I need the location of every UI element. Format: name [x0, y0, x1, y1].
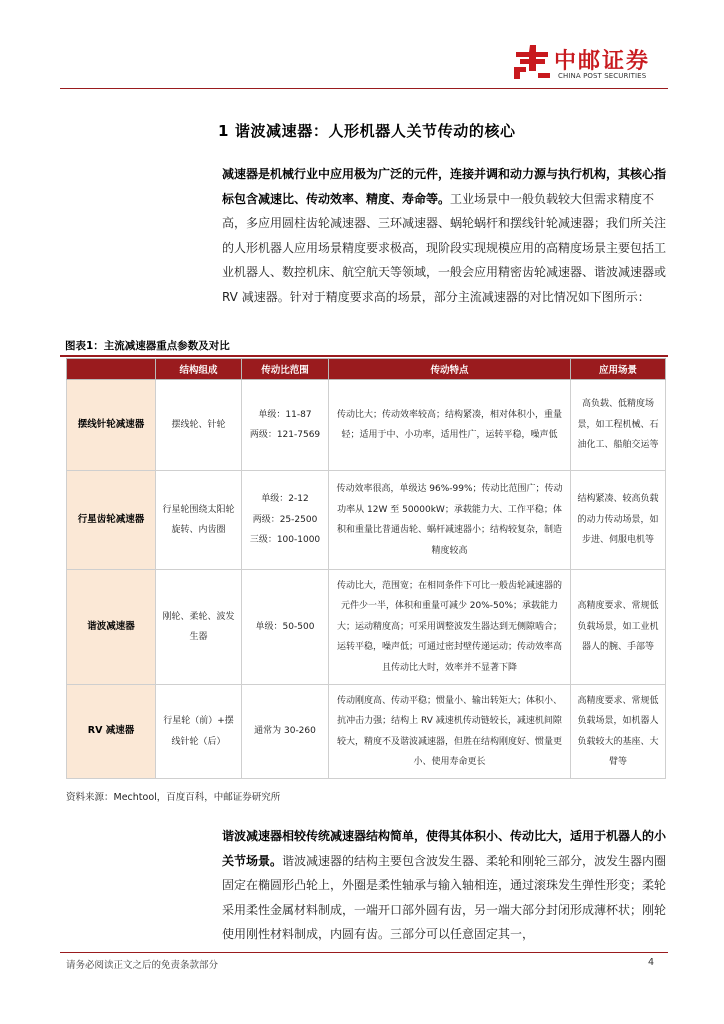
reducer-name-cell: 摆线针轮减速器: [67, 380, 156, 471]
table-header-cell: 结构组成: [156, 359, 242, 380]
structure-cell: 行星轮（前）+摆线针轮（后）: [156, 685, 242, 779]
reducer-name-cell: 谐波减速器: [67, 570, 156, 685]
figure-title: 图表1：主流减速器重点参数及对比: [65, 340, 230, 352]
section-title: 1 谐波减速器：人形机器人关节传动的核心: [218, 122, 516, 140]
features-cell: 传动效率很高，单级达 96%-99%；传动比范围广；传动功率从 12W 至 50000kW；承载能力大、工作平稳；体积和重量比普通齿轮、蜗杆减速器小；结构较复杂，制造精度较高: [329, 471, 571, 570]
table-row: [67, 471, 666, 570]
ratio-cell: 通常为 30-260: [242, 685, 329, 779]
intro-paragraph: [222, 162, 668, 309]
reducer-comparison-table: [66, 358, 666, 779]
harmonic-paragraph-body: 谐波减速器的结构主要包含波发生器、柔轮和刚轮三部分，波发生器内圈固定在椭圆形凸轮上，外圈是柔性轴承与输入轴相连，通过滚珠发生弹性形变；柔轮采用柔性金属材料制成，一端开口部外圆有齿，另一端大部分封闭形成薄杯状；刚轮使用刚性材料制成，内圆有齿。三部分可以任意固定其一，: [222, 853, 667, 941]
reducer-name-cell: 行星齿轮减速器: [67, 471, 156, 570]
ratio-cell: 单级：50-500: [242, 570, 329, 685]
ratio-cell: 单级：11-87 两级：121-7569: [242, 380, 329, 471]
page-number: 4: [648, 957, 655, 968]
table-header-cell: 应用场景: [571, 359, 666, 380]
harmonic-paragraph-lead: 谐波减速器相较传统减速器结构简单，使得其体积小、传动比大，适用于机器人的小关节场景。: [222, 829, 667, 868]
structure-cell: 摆线轮、针轮: [156, 380, 242, 471]
brand-logo: [512, 43, 672, 83]
table-row: [67, 380, 666, 471]
china-post-logo-icon: [512, 43, 552, 81]
table-header-cell: 传动特点: [329, 359, 571, 380]
structure-cell: 刚轮、柔轮、波发生器: [156, 570, 242, 685]
brand-name-en: CHINA POST SECURITIES: [558, 72, 647, 80]
table-row: [67, 685, 666, 779]
figure-top-rule: [60, 355, 668, 357]
harmonic-paragraph: [222, 824, 668, 947]
footer-disclaimer: 请务必阅读正文之后的免责条款部分: [66, 960, 219, 971]
features-cell: 传动刚度高、传动平稳；惯量小、输出转矩大；体积小、抗冲击力强；结构上 RV 减速机传动链较长，减速机间隙较大，精度不及谐波减速器，但胜在结构刚度好、惯量更小、使用寿命更长: [329, 685, 571, 779]
structure-cell: 行星轮围绕太阳轮旋转、内齿圈: [156, 471, 242, 570]
footer-divider: [60, 952, 668, 953]
brand-name-cn: 中邮证券: [554, 49, 651, 74]
scenes-cell: 结构紧凑、较高负载的动力传动场景，如步进、伺服电机等: [571, 471, 666, 570]
figure-source: 资料来源：Mechtool，百度百科，中邮证券研究所: [66, 792, 281, 803]
scenes-cell: 高精度要求、常规低负载场景，如机器人负载较大的基座、大臂等: [571, 685, 666, 779]
features-cell: 传动比大；传动效率较高；结构紧凑，相对体积小，重量轻；适用于中、小功率，适用性广，运转平稳，噪声低: [329, 380, 571, 471]
scenes-cell: 高精度要求、常规低负载场景，如工业机器人的腕、手部等: [571, 570, 666, 685]
intro-paragraph-lead: 减速器是机械行业中应用极为广泛的元件，连接并调和动力源与执行机构，其核心指标包含减速比、传动效率、精度、寿命等。: [222, 167, 667, 206]
reducer-name-cell: RV 减速器: [67, 685, 156, 779]
features-cell: 传动比大，范围宽；在相同条件下可比一般齿轮减速器的元件少一半，体积和重量可减少 20%-50%；承载能力大；运动精度高；可采用调整波发生器达到无侧隙啮合；运转平稳，噪声低；可通过密封壁传递运动；传动效率高且传动比大时，效率并不显著下降: [329, 570, 571, 685]
table-header-cell: 传动比范围: [242, 359, 329, 380]
scenes-cell: 高负载、低精度场景，如工程机械、石油化工、船舶交运等: [571, 380, 666, 471]
table-row: [67, 570, 666, 685]
table-header-row: [67, 359, 666, 380]
table-header-cell: [67, 359, 156, 380]
ratio-cell: 单级：2-12 两级：25-2500 三级：100-1000: [242, 471, 329, 570]
header-divider: [60, 88, 668, 89]
intro-paragraph-body: 工业场景中一般负载较大但需求精度不高，多应用圆柱齿轮减速器、三环减速器、蜗轮蜗杆和摆线针轮减速器；我们所关注的人形机器人应用场景精度要求极高，现阶段实现规模应用的高精度场景主要包括工业机器人、数控机床、航空航天等领域，一般会应用精密齿轮减速器、谐波减速器或 RV 减速器。针对于精度要求高的场景，部分主流减速器的对比情况如下图所示：: [222, 191, 667, 304]
